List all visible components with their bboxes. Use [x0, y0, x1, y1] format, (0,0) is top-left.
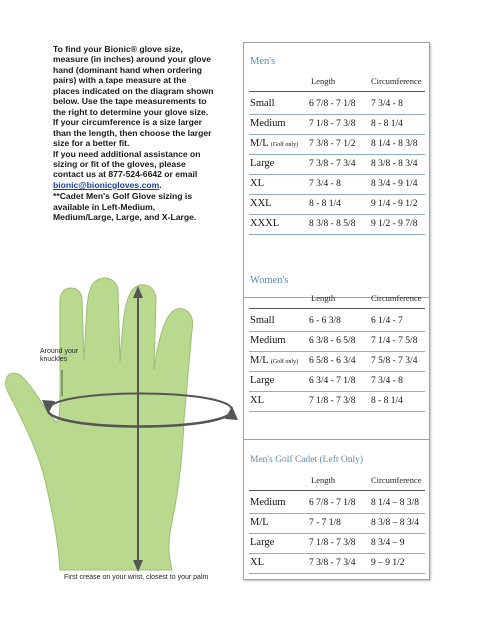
- instruction-line: If your circumference is a size larger: [53, 117, 203, 128]
- table-row: [249, 215, 425, 235]
- size-cell: Large: [250, 537, 275, 548]
- size-cell: M/L: [250, 517, 269, 528]
- length-cell: 8 - 8 1/4: [309, 199, 341, 209]
- section-divider: [244, 439, 429, 440]
- golf-only-note: (Golf only): [270, 359, 299, 365]
- circumference-cell: 8 - 8 1/4: [371, 396, 403, 406]
- table-row: [249, 332, 425, 352]
- circumference-cell: 7 3/4 - 8: [371, 376, 403, 386]
- table-title: Women's: [250, 275, 289, 286]
- table-row: [249, 135, 425, 155]
- size-cell: XXL: [250, 198, 272, 209]
- table-row: [249, 392, 425, 412]
- length-cell: 7 3/8 - 7 3/4: [309, 558, 356, 568]
- instruction-line: hand (dominant hand when ordering: [53, 64, 202, 75]
- column-header-length: Length: [311, 76, 336, 86]
- knuckles-label-line: Around your: [40, 348, 79, 355]
- circumference-cell: 8 1/4 – 8 3/8: [371, 498, 420, 508]
- knuckles-label-line: knuckles: [40, 356, 68, 364]
- table-title: Men's Golf Cadet (Left Only): [250, 455, 364, 465]
- table-rule: [249, 91, 425, 92]
- instructions-text: [53, 44, 238, 223]
- instruction-line: To find your Bionic® glove size,: [53, 44, 183, 54]
- size-cell: XL: [250, 395, 264, 406]
- size-cell: Medium: [250, 497, 286, 508]
- size-cell: Small: [250, 315, 275, 326]
- knuckles-label: [40, 348, 100, 365]
- instruction-line: places indicated on the diagram shown: [53, 85, 214, 96]
- circumference-cell: 8 3/4 – 9: [371, 538, 405, 548]
- table-title: Men's: [250, 56, 276, 67]
- length-cell: 7 - 7 1/8: [309, 518, 341, 528]
- golf-only-note: (Golf only): [270, 142, 299, 148]
- hand-diagram: [0, 270, 245, 600]
- table-rule: [249, 308, 425, 309]
- length-cell: 6 - 6 3/8: [309, 316, 341, 326]
- email-line: [53, 180, 238, 190]
- cadet-note-line: **Cadet Men's Golf Glove sizing is: [53, 191, 193, 202]
- size-text: M/L: [250, 355, 269, 366]
- size-cell: Large: [250, 375, 275, 386]
- size-cell: Medium: [250, 118, 286, 129]
- table-row: [249, 554, 425, 574]
- size-cell: Large: [250, 158, 275, 169]
- table-row: [249, 372, 425, 392]
- instruction-line: the right to determine your glove size.: [53, 106, 209, 117]
- table-row: [249, 352, 425, 372]
- length-cell: 6 7/8 - 7 1/8: [309, 498, 356, 508]
- instruction-line: pairs) with a tape measure at the: [53, 75, 187, 86]
- circumference-cell: 8 3/8 - 8 3/4: [371, 159, 418, 169]
- circumference-cell: 7 3/4 - 8: [371, 99, 403, 109]
- column-header-circumference: Circumference: [371, 293, 422, 303]
- circumference-cell: 9 – 9 1/2: [371, 558, 405, 568]
- circumference-cell: 7 1/4 - 7 5/8: [371, 336, 418, 346]
- instruction-line: than the length, then choose the larger: [53, 127, 212, 138]
- size-cell: Small: [250, 98, 275, 109]
- circumference-arrow-right-head: [225, 406, 238, 420]
- length-cell: 7 1/8 - 7 3/8: [309, 538, 356, 548]
- table-row: [249, 494, 425, 514]
- length-cell: 7 3/4 - 8: [309, 179, 341, 189]
- length-cell: 6 7/8 - 7 1/8: [309, 99, 356, 109]
- email-suffix: .: [159, 179, 162, 190]
- size-cell: [250, 138, 298, 149]
- length-cell: 7 1/8 - 7 3/8: [309, 119, 356, 129]
- instruction-line: If you need additional assistance on: [53, 148, 201, 159]
- cadet-note-line: Medium/Large, Large, and X-Large.: [53, 212, 197, 223]
- instruction-line: sizing or fit of the gloves, please: [53, 158, 186, 169]
- table-row: [249, 195, 425, 215]
- column-header-circumference: Circumference: [371, 76, 422, 86]
- table-rule: [249, 490, 425, 491]
- size-cell: [250, 355, 298, 366]
- column-header-length: Length: [311, 475, 336, 485]
- table-row: [249, 155, 425, 175]
- table-row: [249, 312, 425, 332]
- instruction-line: contact us at 877-524-6642 or email: [53, 169, 198, 180]
- size-text: M/L: [250, 138, 269, 149]
- circumference-cell: 7 5/8 - 7 3/4: [371, 356, 418, 366]
- length-cell: 6 3/8 - 6 5/8: [309, 336, 356, 346]
- instruction-line: below. Use the tape measurements to: [53, 96, 207, 107]
- circumference-cell: 8 3/8 – 8 3/4: [371, 518, 420, 528]
- wrist-crease-label: First crease on your wrist, closest to your palm: [64, 574, 209, 581]
- table-row: [249, 514, 425, 534]
- circumference-cell: 9 1/4 - 9 1/2: [371, 199, 418, 209]
- table-row: [249, 534, 425, 554]
- circumference-cell: 8 1/4 - 8 3/8: [371, 139, 418, 149]
- size-cell: Medium: [250, 335, 286, 346]
- size-cell: XXXL: [250, 218, 280, 229]
- sizing-chart-card: [243, 42, 430, 580]
- circumference-cell: 6 1/4 - 7: [371, 316, 403, 326]
- length-cell: 7 3/8 - 7 3/4: [309, 159, 356, 169]
- column-header-circumference: Circumference: [371, 475, 422, 485]
- circumference-cell: 9 1/2 - 9 7/8: [371, 219, 418, 229]
- length-cell: 6 3/4 - 7 1/8: [309, 376, 356, 386]
- cadet-note-line: available in Left-Medium,: [53, 201, 156, 212]
- size-cell: XL: [250, 557, 264, 568]
- circumference-cell: 8 3/4 - 9 1/4: [371, 179, 418, 189]
- email-link[interactable]: bionic@bionicgloves.com: [53, 179, 160, 190]
- instruction-line: measure (in inches) around your glove: [53, 54, 212, 65]
- circumference-cell: 8 - 8 1/4: [371, 119, 403, 129]
- instruction-line: size for a better fit.: [53, 138, 130, 149]
- table-row: [249, 95, 425, 115]
- column-header-length: Length: [311, 293, 336, 303]
- length-cell: 7 1/8 - 7 3/8: [309, 396, 356, 406]
- table-row: [249, 115, 425, 135]
- length-cell: 8 3/8 - 8 5/8: [309, 219, 356, 229]
- size-cell: XL: [250, 178, 264, 189]
- table-row: [249, 175, 425, 195]
- length-cell: 6 5/8 - 6 3/4: [309, 356, 356, 366]
- length-cell: 7 3/8 - 7 1/2: [309, 139, 356, 149]
